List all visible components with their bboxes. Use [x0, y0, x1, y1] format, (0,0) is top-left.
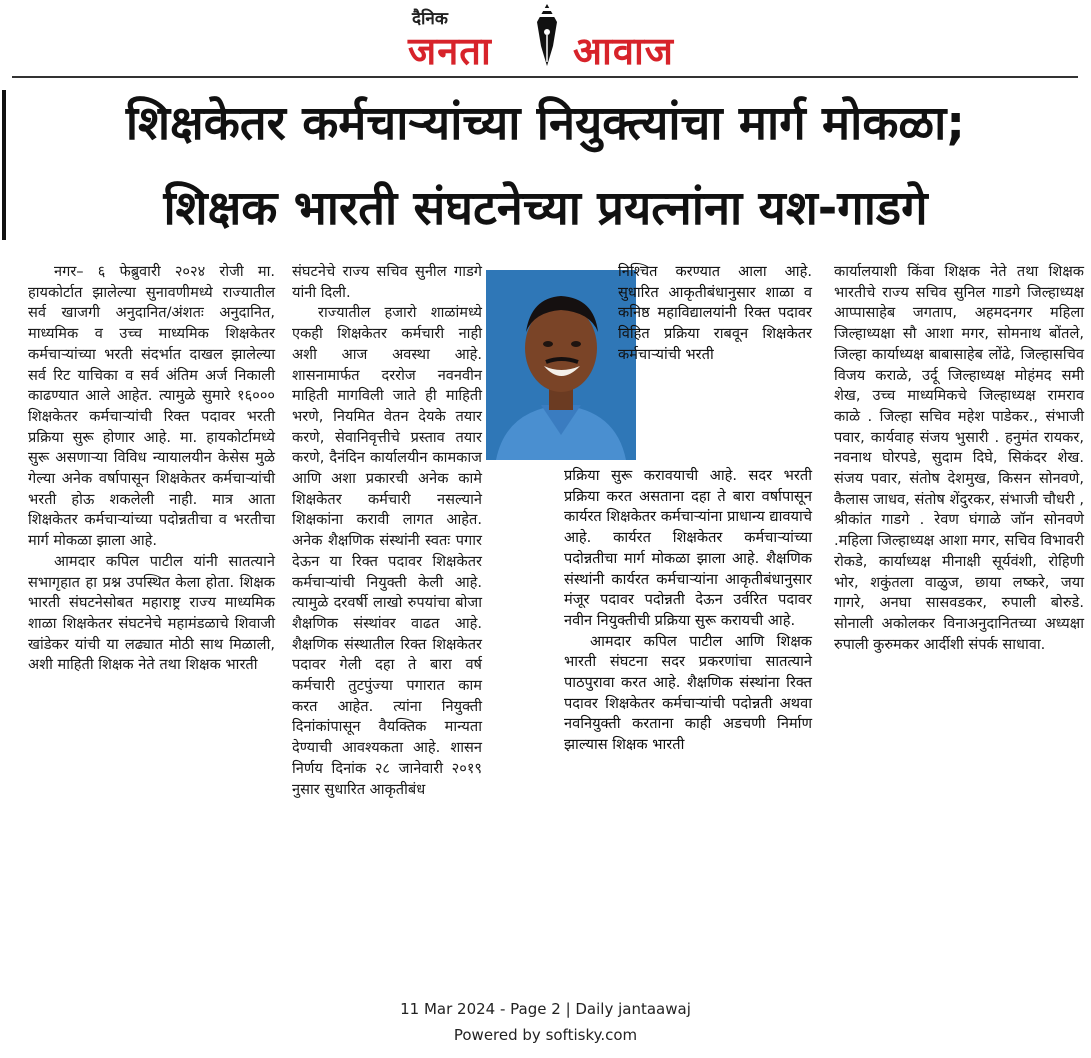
article-column-3-top: [618, 262, 812, 366]
masthead: [0, 0, 1091, 78]
article-column-3: [564, 466, 812, 756]
article-paragraph: निश्चित करण्यात आला आहे. सुधारित आकृतीबंधानुसार शाळा व कनिष्ठ महाविद्यालयांनी रिक्त पदावर विहित प्रक्रिया राबवून शिक्षकेतर कर्मचाऱ्यांची भरती: [618, 263, 812, 363]
powered-by: Powered by softisky.com: [453, 1026, 638, 1044]
portrait-photo: [486, 270, 636, 460]
headline-line-2: शिक्षक भारती संघटनेच्या प्रयत्नांना यश-गाडगे: [163, 181, 928, 236]
masthead-brand-right: आवाज: [573, 29, 675, 73]
masthead-daily-label: दैनिक: [412, 9, 448, 29]
fountain-pen-icon: [527, 2, 567, 68]
article-paragraph: आमदार कपिल पाटील आणि शिक्षक भारती संघटना सदर प्रकरणांचा सातत्याने पाठपुरावा करत आहे. शैक्षणिक संस्थांना रिक्त पदावर शिक्षकेतर कर्मचाऱ्यांची पदोन्नती अथवा नवनियुक्ती करताना काही अडचणी निर्माण झाल्यास शिक्षक भारती: [564, 632, 812, 754]
article-paragraph: नगर– ६ फेब्रुवारी २०२४ रोजी मा. हायकोर्टात झालेल्या सुनावणीमध्ये राज्यातील सर्व खाजगी अनुदानित/अंशतः अनुदानित, माध्यमिक व उच्च माध्यमिक शिक्षकेतर कर्मचाऱ्यांच्या भरती संदर्भात दाखल झालेल्या सर्व रिट याचिका व सर्व अंतिम अर्ज निकाली काढण्यात आले आहेत. त्यामुळे सुमारे १६००० शिक्षकेतर कर्मचाऱ्यांची रिक्त पदावर भरती प्रक्रिया सुरू होणार आहे. मा. हायकोर्टामध्ये सुरू असणाऱ्या विविध न्यायालयीन केसेस मुळे गेल्या अनेक वर्षापासून शिक्षकेतर कर्मचाऱ्यांची भरती होऊ शकलेली नाही. मात्र आता शिक्षकेतर कर्मचाऱ्यांच्या पदोन्नतीचा व भरतीचा मार्ग मोकळा झाला आहे.: [28, 263, 275, 550]
article-paragraph: आमदार कपिल पाटील यांनी सातत्याने सभागृहात हा प्रश्न उपस्थित केला होता. शिक्षक भारती संघटनेसोबत महाराष्ट्र राज्य माध्यमिक शाळा शिक्षकेतर संघटनेचे महामंडळाचे शिवाजी खांडेकर यांची या लढ्यात मोठी साथ मिळाली, अशी माहिती शिक्षक नेते तथा शिक्षक भारती: [28, 552, 275, 674]
portrait-illustration: [486, 270, 636, 460]
masthead-brand-left: जनता: [408, 29, 492, 73]
article-paragraph: राज्यातील हजारो शाळांमध्ये एकही शिक्षकेतर कर्मचारी नाही अशी आज अवस्था आहे. शासनामार्फत दररोज नवनवीन माहिती मागविली जाते ही माहिती भरणे, नियमित वेतन देयके तयार करणे, सेवानिवृत्तीचे प्रस्ताव तयार करणे, दैनंदिन कार्यालयीन कामकाज आणि अशा प्रकारची अनेक कामे शिक्षकेतर कर्मचारी नसल्याने शिक्षकांना करावी लागत आहेत. अनेक शैक्षणिक संस्थांनी स्वतः पगार देऊन या रिक्त पदावर शिक्षकेतर कर्मचाऱ्यांची नियुक्ती केली आहे. त्यामुळे दरवर्षी लाखो रुपयांचा बोजा शैक्षणिक संस्थांवर वाढत आहे. शैक्षणिक संस्थातील रिक्त शिक्षकेतर पदावर गेली दहा ते बारा वर्ष कर्मचारी तुटपुंज्या पगारात काम करत आहेत. त्यांना नियुक्ती दिनांकांपासून वैयक्तिक मान्यता देण्याची आवश्यकता आहे. शासन निर्णय दिनांक २८ जानेवारी २०१९ नुसार सुधारित आकृतीबंध: [292, 304, 482, 798]
masthead-divider: [12, 76, 1078, 78]
article-paragraph: संघटनेचे राज्य सचिव सुनील गाडगे यांनी दिली.: [292, 263, 482, 301]
article-column-2-top: [292, 262, 482, 800]
article-column-4: [834, 262, 1084, 655]
headline-line-1: शिक्षकेतर कर्मचाऱ्यांच्या नियुक्त्यांचा मार्ग मोकळा;: [125, 96, 966, 151]
article-paragraph: प्रक्रिया सुरू करावयाची आहे. सदर भरती प्रक्रिया करत असताना दहा ते बारा वर्षापासून कार्यरत शिक्षकेतर कर्मचाऱ्यांना प्राधान्य द्यावयाचे आहे. कार्यरत शिक्षकेतर कर्मचाऱ्यांच्या पदोन्नतीचा मार्ग मोकळा झाला आहे. शैक्षणिक संस्थांनी कार्यरत कर्मचाऱ्यांना आकृतीबंधानुसार मंजूर पदावर पदोन्नती देऊन उर्वरित पदावर नवीन नियुक्तीची प्रक्रिया सुरू करायची आहे.: [564, 467, 812, 629]
article-paragraph: कार्यालयाशी किंवा शिक्षक नेते तथा शिक्षक भारतीचे राज्य सचिव सुनिल गाडगे जिल्हाध्यक्ष आप्पासाहेब जगताप, अहमदनगर महिला जिल्हाध्यक्षा सौ आशा मगर, सोमनाथ बोंतले, जिल्हा कार्याध्यक्ष बाबासाहेब लोंढे, जिल्हासचिव विजय कराळे, उर्दू जिल्हाध्यक्ष मोहंमद समी शेख, उच्च माध्यमिकचे जिल्हाध्यक्ष रामराव काळे . जिल्हा सचिव महेश पाडेकर., संभाजी पवार, कार्यवाह संजय भुसारी . हनुमंत रायकर, नवनाथ घोरपडे, सुदाम दिघे, सिकंदर शेख. संजय पवार, संतोष देशमुख, किसन सोनवणे, कैलास जाधव, संतोष शेंदुरकर, संभाजी चौधरी , श्रीकांत गाडगे . रेवण घंगाळे जॉन सोनवणे .महिला जिल्हाध्यक्ष आशा मगर, सचिव विभावरी रोकडे, कार्याध्यक्ष मीनाक्षी सूर्यवंशी, रोहिणी भोर, शकुंतला वाळुज, छाया लष्करे, जया गागरे, अनघा सासवडकर, रुपाली बोरुडे. सोनाली अकोलकर विनाअनुदानितच्या अध्यक्षा रुपाली कुरुमकर आर्दीशी संपर्क साधावा.: [834, 263, 1084, 653]
edition-info: 11 Mar 2024 - Page 2 | Daily jantaawaj: [400, 1000, 691, 1018]
article-column-1: [28, 262, 275, 676]
